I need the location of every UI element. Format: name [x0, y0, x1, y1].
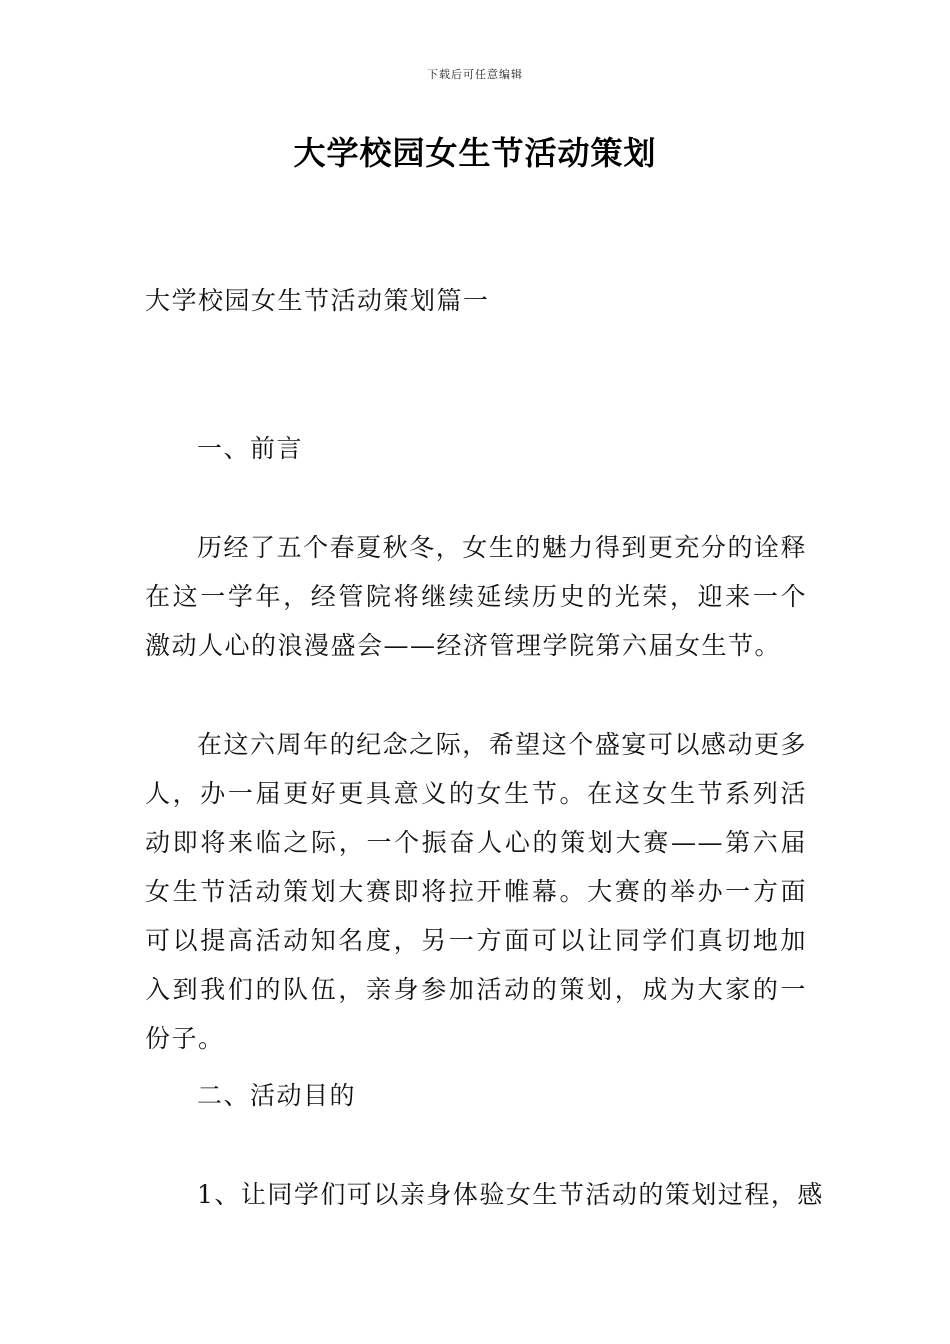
header-note: 下载后可任意编辑	[427, 68, 523, 81]
paragraph-preface-1: 历经了五个春夏秋冬，女生的魅力得到更充分的诠释在这一学年，经管院将继续延续历史的光荣，迎来一个激动人心的浪漫盛会——经济管理学院第六届女生节。	[145, 533, 807, 660]
paragraph-preface-2: 在这六周年的纪念之际，希望这个盛宴可以感动更多人，办一届更好更具意义的女生节。在这女生节系列活动即将来临之际，一个振奋人心的策划大赛——第六届女生节活动策划大赛即将拉开帷幕。大赛的举办一方面可以提高活动知名度，另一方面可以让同学们真切地加入到我们的队伍，亲身参加活动的策划，成为大家的一份子。	[145, 730, 807, 1053]
section-heading-preface: 一、前言	[197, 434, 304, 463]
objective-item-1: 1、让同学们可以亲身体验女生节活动的策划过程，感	[197, 1180, 824, 1209]
document-title: 大学校园女生节活动策划	[293, 134, 657, 172]
document-subtitle: 大学校园女生节活动策划篇一	[145, 286, 490, 315]
section-heading-objectives: 二、活动目的	[197, 1081, 357, 1110]
